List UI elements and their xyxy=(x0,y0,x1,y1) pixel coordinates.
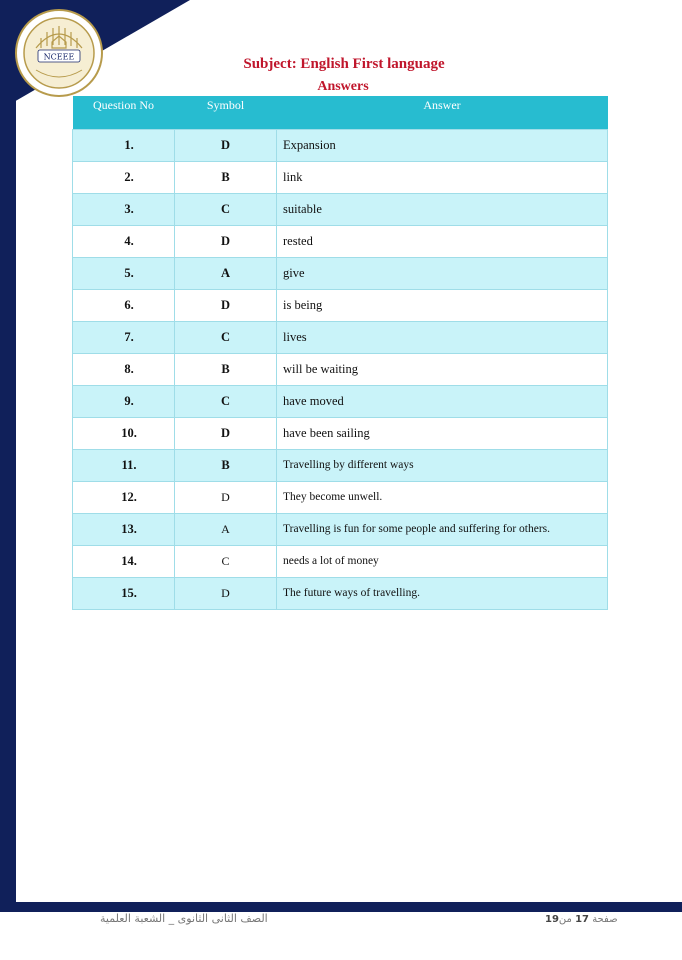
answers-table xyxy=(72,96,608,610)
question-number: 8. xyxy=(73,353,175,385)
answer-symbol: C xyxy=(175,385,277,417)
answer-text: Expansion xyxy=(277,129,608,161)
answer-symbol: D xyxy=(175,225,277,257)
answer-text: Travelling is fun for some people and suffering for others. xyxy=(277,513,608,545)
table-row xyxy=(73,481,608,513)
column-header-symbol: Symbol xyxy=(175,96,277,129)
table-row xyxy=(73,545,608,577)
question-number: 3. xyxy=(73,193,175,225)
answer-symbol: C xyxy=(175,193,277,225)
question-number: 1. xyxy=(73,129,175,161)
logo-text: NCEEE xyxy=(43,52,75,62)
question-number: 12. xyxy=(73,481,175,513)
table-row xyxy=(73,449,608,481)
question-number: 10. xyxy=(73,417,175,449)
table-row xyxy=(73,417,608,449)
question-number: 7. xyxy=(73,321,175,353)
footer-page-of: من xyxy=(558,914,572,925)
answer-text: lives xyxy=(277,321,608,353)
answer-symbol: B xyxy=(175,161,277,193)
answer-symbol: D xyxy=(175,417,277,449)
answer-text: have been sailing xyxy=(277,417,608,449)
table-row xyxy=(73,193,608,225)
answer-symbol: D xyxy=(175,481,277,513)
question-number: 11. xyxy=(73,449,175,481)
table-row xyxy=(73,161,608,193)
question-number: 9. xyxy=(73,385,175,417)
answer-text: is being xyxy=(277,289,608,321)
table-row xyxy=(73,513,608,545)
subject-title: Subject: English First language xyxy=(243,56,445,72)
question-number: 14. xyxy=(73,545,175,577)
column-header-answer: Answer xyxy=(277,96,608,129)
table-row xyxy=(73,353,608,385)
footer-page-current: 17 xyxy=(575,914,589,925)
question-number: 4. xyxy=(73,225,175,257)
answer-text: will be waiting xyxy=(277,353,608,385)
footer-page-word: صفحة xyxy=(592,914,618,925)
answer-text: rested xyxy=(277,225,608,257)
answer-text: give xyxy=(277,257,608,289)
answer-symbol: D xyxy=(175,577,277,609)
table-row xyxy=(73,129,608,161)
footer-page-total: 19 xyxy=(545,914,559,925)
answer-text: The future ways of travelling. xyxy=(277,577,608,609)
question-number: 15. xyxy=(73,577,175,609)
answer-symbol: B xyxy=(175,353,277,385)
answer-text: They become unwell. xyxy=(277,481,608,513)
bottom-border-band xyxy=(0,902,682,912)
table-row xyxy=(73,577,608,609)
answer-symbol: C xyxy=(175,321,277,353)
table-header-row xyxy=(73,96,608,129)
answer-text: Travelling by different ways xyxy=(277,449,608,481)
answer-symbol: A xyxy=(175,257,277,289)
question-number: 13. xyxy=(73,513,175,545)
answer-text: have moved xyxy=(277,385,608,417)
column-header-question-no: Question No xyxy=(73,96,175,129)
table-row xyxy=(73,385,608,417)
question-number: 2. xyxy=(73,161,175,193)
answer-symbol: B xyxy=(175,449,277,481)
table-row xyxy=(73,225,608,257)
answer-text: needs a lot of money xyxy=(277,545,608,577)
footer-page-number xyxy=(545,914,618,925)
question-number: 6. xyxy=(73,289,175,321)
table-row xyxy=(73,289,608,321)
answer-text: link xyxy=(277,161,608,193)
answer-symbol: D xyxy=(175,129,277,161)
answer-text: suitable xyxy=(277,193,608,225)
answer-symbol: C xyxy=(175,545,277,577)
answer-symbol: D xyxy=(175,289,277,321)
answer-symbol: A xyxy=(175,513,277,545)
left-border-band xyxy=(0,0,16,912)
table-row xyxy=(73,321,608,353)
question-number: 5. xyxy=(73,257,175,289)
table-row xyxy=(73,257,608,289)
footer-grade-label: الصف الثانى الثانوى _ الشعبة العلمية xyxy=(100,912,268,925)
answers-heading: Answers xyxy=(317,79,369,94)
